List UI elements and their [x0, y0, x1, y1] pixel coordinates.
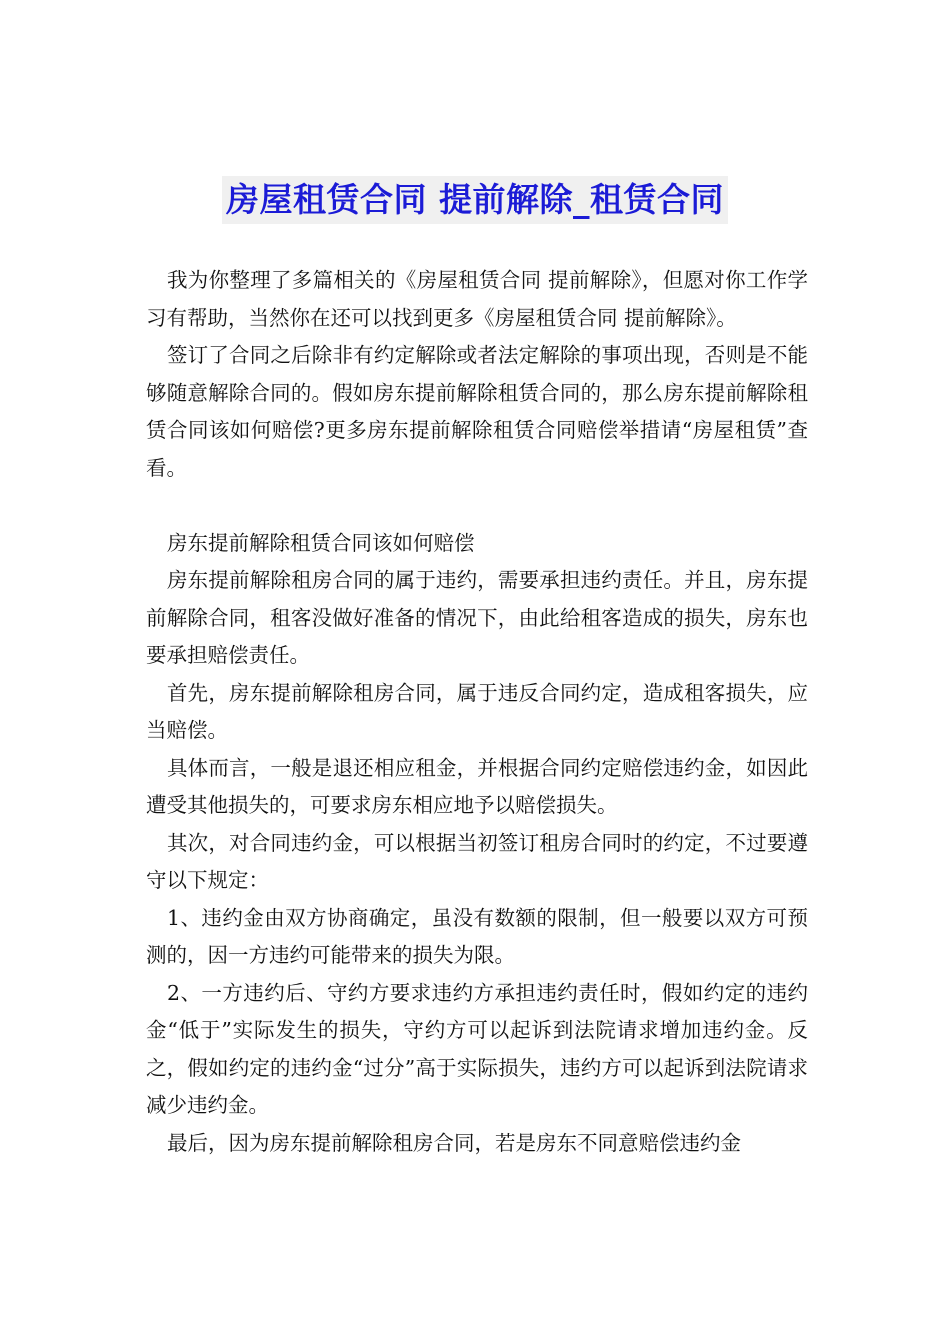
paragraph-background: 签订了合同之后除非有约定解除或者法定解除的事项出现，否则是不能够随意解除合同的。假如房东提前解除租赁合同的，那么房东提前解除租赁合同该如何赔偿?更多房东提前解除租赁合同赔偿举措请“房屋租赁”查看。 — [146, 343, 808, 480]
list-item-1: 1、违约金由双方协商确定，虽没有数额的限制，但一般要以双方可预测的，因一方违约可能带来的损失为限。 — [146, 905, 808, 967]
document-title: 房屋租赁合同 提前解除_租赁合同 — [222, 176, 728, 224]
paragraph-second: 其次，对合同违约金，可以根据当初签订租房合同时的约定，不过要遵守以下规定： — [146, 830, 808, 892]
paragraph-specific: 具体而言，一般是退还相应租金，并根据合同约定赔偿违约金，如因此遭受其他损失的，可要求房东相应地予以赔偿损失。 — [146, 755, 808, 817]
paragraph-last: 最后，因为房东提前解除租房合同，若是房东不同意赔偿违约金 — [167, 1130, 741, 1155]
paragraph-liability: 房东提前解除租房合同的属于违约，需要承担违约责任。并且，房东提前解除合同，租客没做好准备的情况下，由此给租客造成的损失，房东也要承担赔偿责任。 — [146, 568, 808, 667]
section-heading: 房东提前解除租赁合同该如何赔偿 — [167, 530, 475, 555]
document-body — [146, 262, 808, 1162]
title-container — [0, 176, 950, 224]
paragraph-first: 首先，房东提前解除租房合同，属于违反合同约定，造成租客损失，应当赔偿。 — [146, 680, 808, 742]
list-item-2: 2、一方违约后、守约方要求违约方承担违约责任时，假如约定的违约金“低于”实际发生的损失，守约方可以起诉到法院请求增加违约金。反之，假如约定的违约金“过分”高于实际损失，违约方可以起诉到法院请求减少违约金。 — [146, 980, 808, 1117]
paragraph-intro: 我为你整理了多篇相关的《房屋租赁合同 提前解除》，但愿对你工作学习有帮助，当然你在还可以找到更多《房屋租赁合同 提前解除》。 — [146, 268, 808, 330]
blank-line — [146, 487, 808, 525]
